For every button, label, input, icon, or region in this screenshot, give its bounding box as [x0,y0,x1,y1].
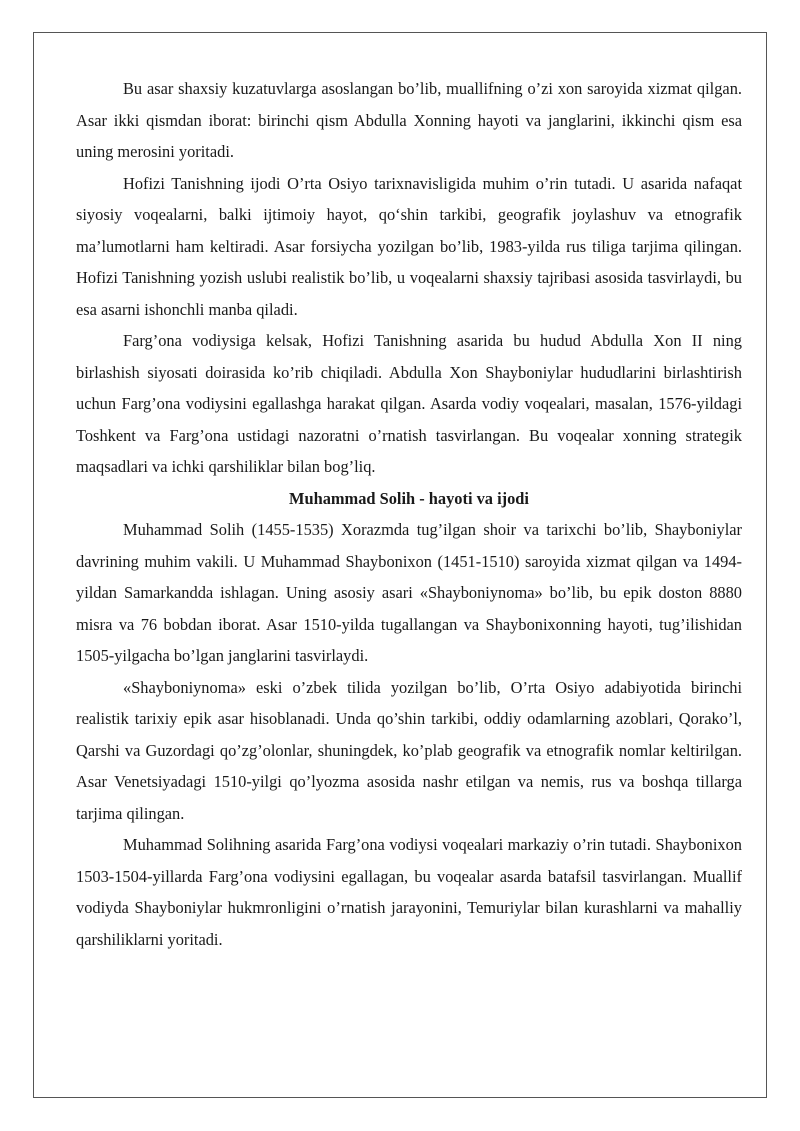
paragraph-muhammad-solih-bio: Muhammad Solih (1455-1535) Xorazmda tug’ilgan shoir va tarixchi bo’lib, Shayboniylar davrining muhim vakili. U Muhammad Shaybonixon (1451-1510) saroyida xizmat qilgan va 1494-yildan Samarkandda ishlagan. Uning asosiy asari «Shayboniynoma» bo’lib, bu epik doston 8880 misra va 76 bobdan iborat. Asar 1510-yilda tugallangan va Shaybonixonning hayoti, tug’ilishidan 1505-yilgacha bo’lgan janglarini tasvirlaydi. [76,520,742,665]
section-heading: Muhammad Solih - hayoti va ijodi [289,488,529,508]
paragraph-hofizi-tanish-significance: Hofizi Tanishning ijodi O’rta Osiyo tarixnavisligida muhim o’rin tutadi. U asarida nafaqat siyosiy voqealarni, balki ijtimoiy hayot, qo‘shin tarkibi, geografik joylashuv va etnografik ma’lumotlarni ham keltiradi. Asar forsiycha yozilgan bo’lib, 1983-yilda rus tiliga tarjima qilingan. Hofizi Tanishning yozish uslubi realistik bo’lib, u voqealarni shaxsiy tajribasi asosida tasvirlaydi, bu esa asarni ishonchli manba qiladi. [76,173,742,319]
paragraph-shayboniynoma: «Shayboniynoma» eski o’zbek tilida yozilgan bo’lib, O’rta Osiyo adabiyotida birinchi realistik tarixiy epik asar hisoblanadi. Unda qo’shin tarkibi, oddiy odamlarning azoblari, Qorako’l, Qarshi va Guzordagi qo’zg’olonlar, shuningdek, ko’plab geografik va etnografik nomlar keltirilgan. Asar Venetsiyadagi 1510-yilgi qo’lyozma asosida nashr etilgan va nemis, rus va boshqa tillarga tarjima qilingan. [76,677,742,823]
paragraph-fergana-valley-solih: Muhammad Solihning asarida Farg’ona vodiysi voqealari markaziy o’rin tutadi. Shaybonixon 1503-1504-yillarda Farg’ona vodiysini egallagan, bu voqealar asarda batafsil tasvirlangan. Muallif vodiyda Shayboniylar hukmronligini o’rnatish jarayonini, Temuriylar bilan kurashlarni va mahalliy qarshiliklarni yoritadi. [76,835,742,949]
paragraph-fergana-valley-hofizi: Farg’ona vodiysiga kelsak, Hofizi Tanishning asarida bu hudud Abdulla Xon II ning birlashish siyosati doirasida ko’rib chiqiladi. Abdulla Xon Shayboniylar hududlarini birlashtirish uchun Farg’ona vodiysini egallashga harakat qilgan. Asarda vodiy voqealari, masalan, 1576-yildagi Toshkent va Farg’ona ustidagi nazoratni o’rnatish tasvirlangan. Bu voqealar xonning strategik maqsadlari va ichki qarshiliklar bilan bog’liq. [76,331,742,476]
paragraph-abdulla-xon-work: Bu asar shaxsiy kuzatuvlarga asoslangan bo’lib, muallifning o’zi xon saroyida xizmat qilgan. Asar ikki qismdan iborat: birinchi qism Abdulla Xonning hayoti va janglarini, ikkinchi qism esa uning merosini yoritadi. [76,79,742,161]
document-body [76,73,742,955]
